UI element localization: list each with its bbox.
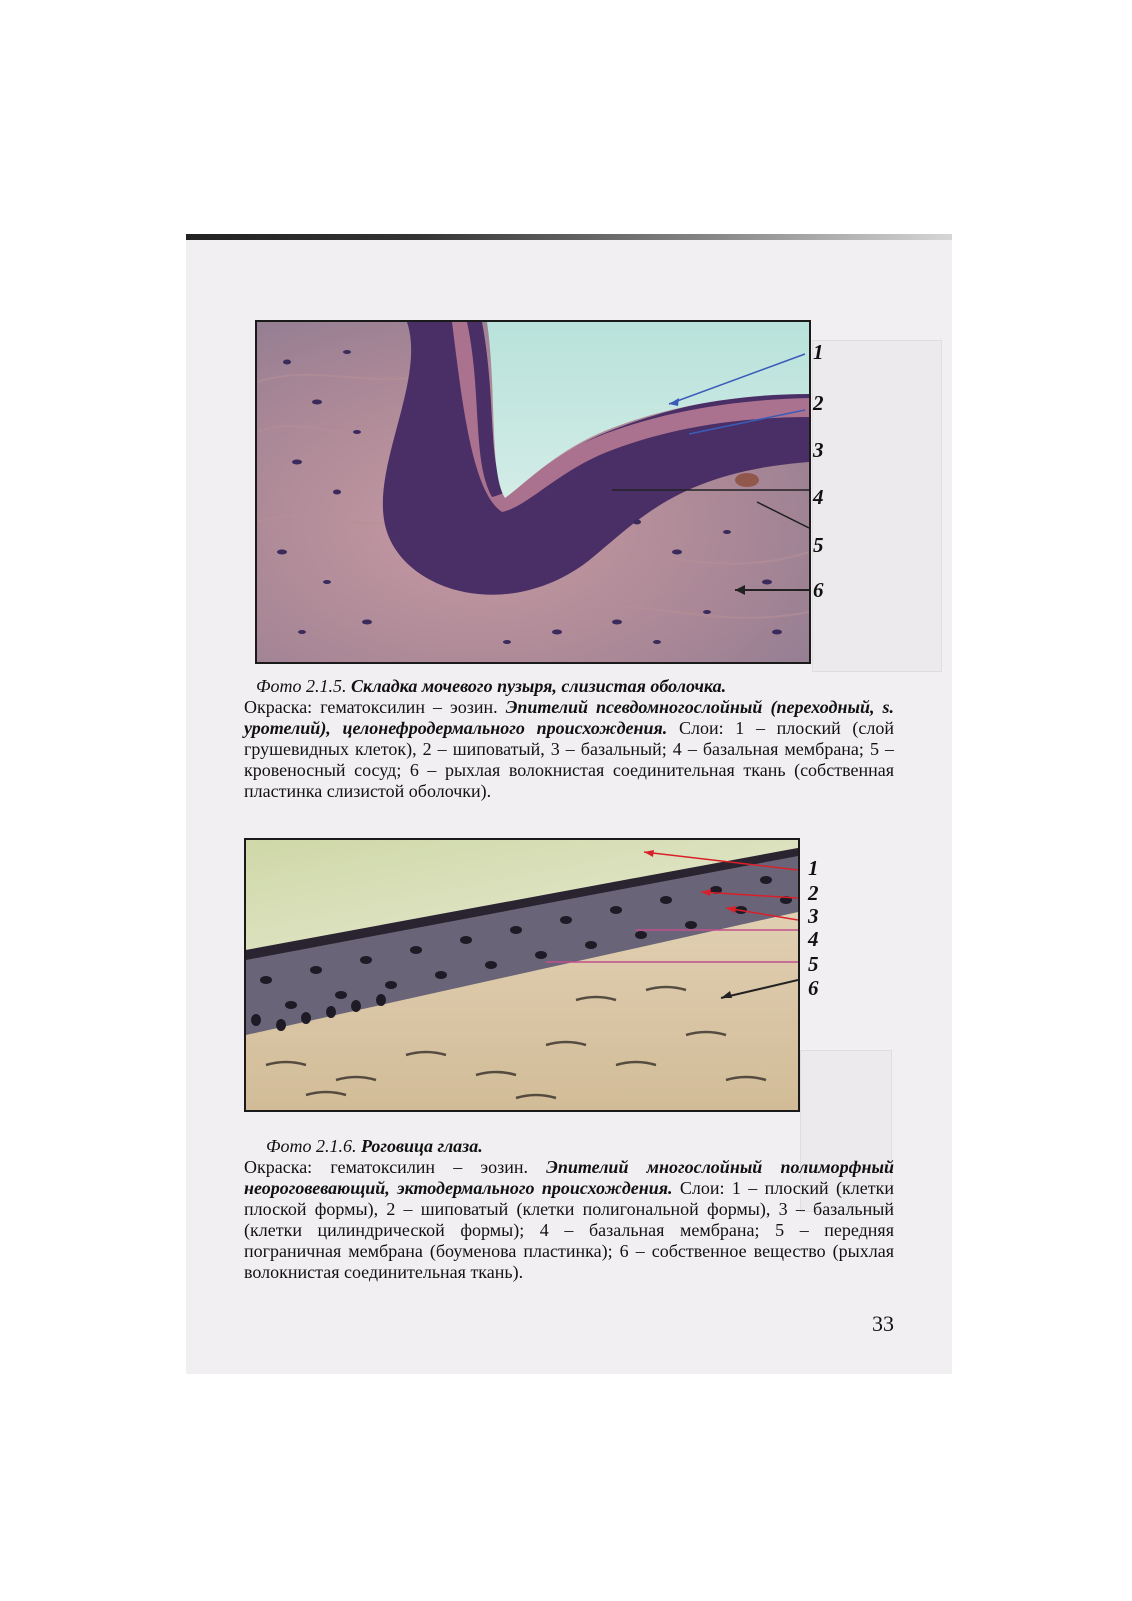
figure-caption-1 — [244, 676, 894, 802]
marker-2: 2 — [813, 391, 824, 415]
marker-6: 6 — [808, 976, 819, 1000]
stain-label-1: Окраска: гематоксилин – эозин. — [244, 697, 506, 717]
marker-6: 6 — [813, 578, 824, 602]
scan-edge — [186, 234, 952, 240]
marker-4: 4 — [813, 485, 824, 509]
epithelium-type-1: Эпителий псевдомногослойный (переходный, s. уротелий), целонефродермального происхождения. — [244, 697, 894, 738]
page-number: 33 — [872, 1311, 894, 1336]
figure-title-1 — [256, 676, 894, 697]
marker-5: 5 — [813, 533, 824, 557]
marker-5: 5 — [808, 952, 819, 976]
micrograph-cornea — [244, 838, 800, 1112]
figure-heading-2: Роговица глаза. — [360, 1136, 483, 1156]
figure-number-2: Фото 2.1.6. — [266, 1136, 361, 1156]
marker-3: 3 — [808, 904, 819, 928]
cornea-image — [246, 840, 798, 1110]
marker-3: 3 — [813, 438, 824, 462]
layers-description-1: Слои: 1 – плоский (слой грушевидных клеток), 2 – шиповатый, 3 – базальный; 4 – базальная мембрана; 5 – кровеносный сосуд; 6 – рыхлая волокнистая соединительная ткань (собственная пластинка слизистой оболочки). — [244, 718, 894, 801]
marker-4: 4 — [808, 927, 819, 951]
bladder-fold-image — [257, 322, 809, 662]
figure-caption-2 — [244, 1136, 894, 1283]
stain-label-2: Окраска: гематоксилин – эозин. — [244, 1157, 547, 1177]
marker-1: 1 — [813, 340, 824, 364]
marker-2: 2 — [808, 881, 819, 905]
micrograph-bladder-fold — [255, 320, 811, 664]
figure-title-2 — [266, 1136, 894, 1157]
bleed-through-ghost — [812, 340, 942, 672]
marker-1: 1 — [808, 856, 819, 880]
layers-description-2: Слои: 1 – плоский (клетки плоской формы), 2 – шиповатый (клетки полигональной формы), 3 – базальный (клетки цилиндрической формы); 4 – базальная мембрана; 5 – передняя пограничная мембрана (боуменова пластинка); 6 – собственное вещество (рыхлая волокнистая соединительная ткань). — [244, 1178, 895, 1282]
figure-number-1: Фото 2.1.5. — [256, 676, 351, 696]
figure-heading-1: Складка мочевого пузыря, слизистая оболочка. — [350, 676, 727, 696]
epithelium-type-2: Эпителий многослойный полиморфный неороговевающий, эктодермального происхождения. — [244, 1157, 894, 1198]
